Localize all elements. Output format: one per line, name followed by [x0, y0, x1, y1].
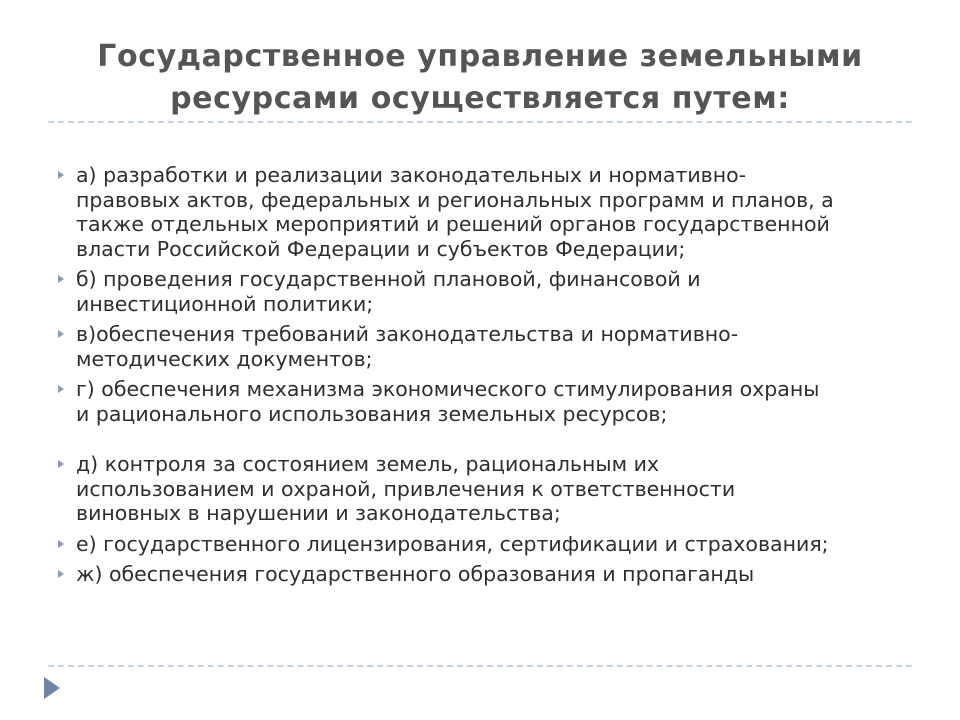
triangle-right-icon: [58, 330, 64, 338]
triangle-right-icon: [58, 460, 64, 468]
triangle-right-icon: [58, 385, 64, 393]
bullet-item-d: [58, 452, 918, 526]
bullet-item-b: [58, 267, 918, 316]
bullet-line: а) разработки и реализации законодательных и нормативно-: [76, 163, 747, 187]
bullet-list: [58, 163, 918, 593]
bullet-line: ж) обеспечения государственного образования и пропаганды: [76, 562, 755, 586]
triangle-right-icon: [58, 570, 64, 578]
bullet-item-zh: [58, 562, 918, 587]
triangle-right-icon: [58, 275, 64, 283]
bullet-line: г) обеспечения механизма экономического стимулирования охраны: [76, 377, 820, 401]
bullet-line: использованием и охраной, привлечения к ответственности: [76, 476, 736, 501]
bullet-line: в)обеспечения требований законодательства и нормативно-: [76, 322, 739, 346]
bullet-line: методических документов;: [76, 346, 373, 371]
bullet-item-a: [58, 163, 918, 261]
triangle-right-icon: [58, 540, 64, 548]
slide-title-line: ресурсами осуществляется путем:: [170, 81, 790, 116]
footer-divider: [48, 665, 912, 667]
triangle-right-icon: [58, 171, 64, 179]
bullet-line: также отдельных мероприятий и решений органов государственной: [76, 212, 830, 236]
bullet-item-v: [58, 322, 918, 371]
bullet-line: власти Российской Федерации и субъектов Федерации;: [76, 236, 686, 261]
bullet-item-e: [58, 532, 918, 557]
title-divider: [48, 121, 912, 123]
bullet-line: д) контроля за состоянием земель, рациональным их: [76, 452, 660, 476]
bullet-line: виновных в нарушении и законодательства;: [76, 501, 561, 525]
bullet-line: и рационального использования земельных ресурсов;: [76, 401, 668, 426]
slide-title: [40, 36, 920, 120]
play-arrow-icon[interactable]: [44, 677, 60, 699]
bullet-line: е) государственного лицензирования, сертификации и страхования;: [76, 531, 829, 556]
bullet-line: инвестиционной политики;: [76, 291, 374, 316]
bullet-line: б) проведения государственной плановой, финансовой и: [76, 267, 701, 291]
bullet-item-g: [58, 377, 918, 426]
slide-title-line: Государственное управление земельными: [97, 39, 863, 74]
bullet-line: правовых актов, федеральных и региональных программ и планов, а: [76, 187, 834, 212]
